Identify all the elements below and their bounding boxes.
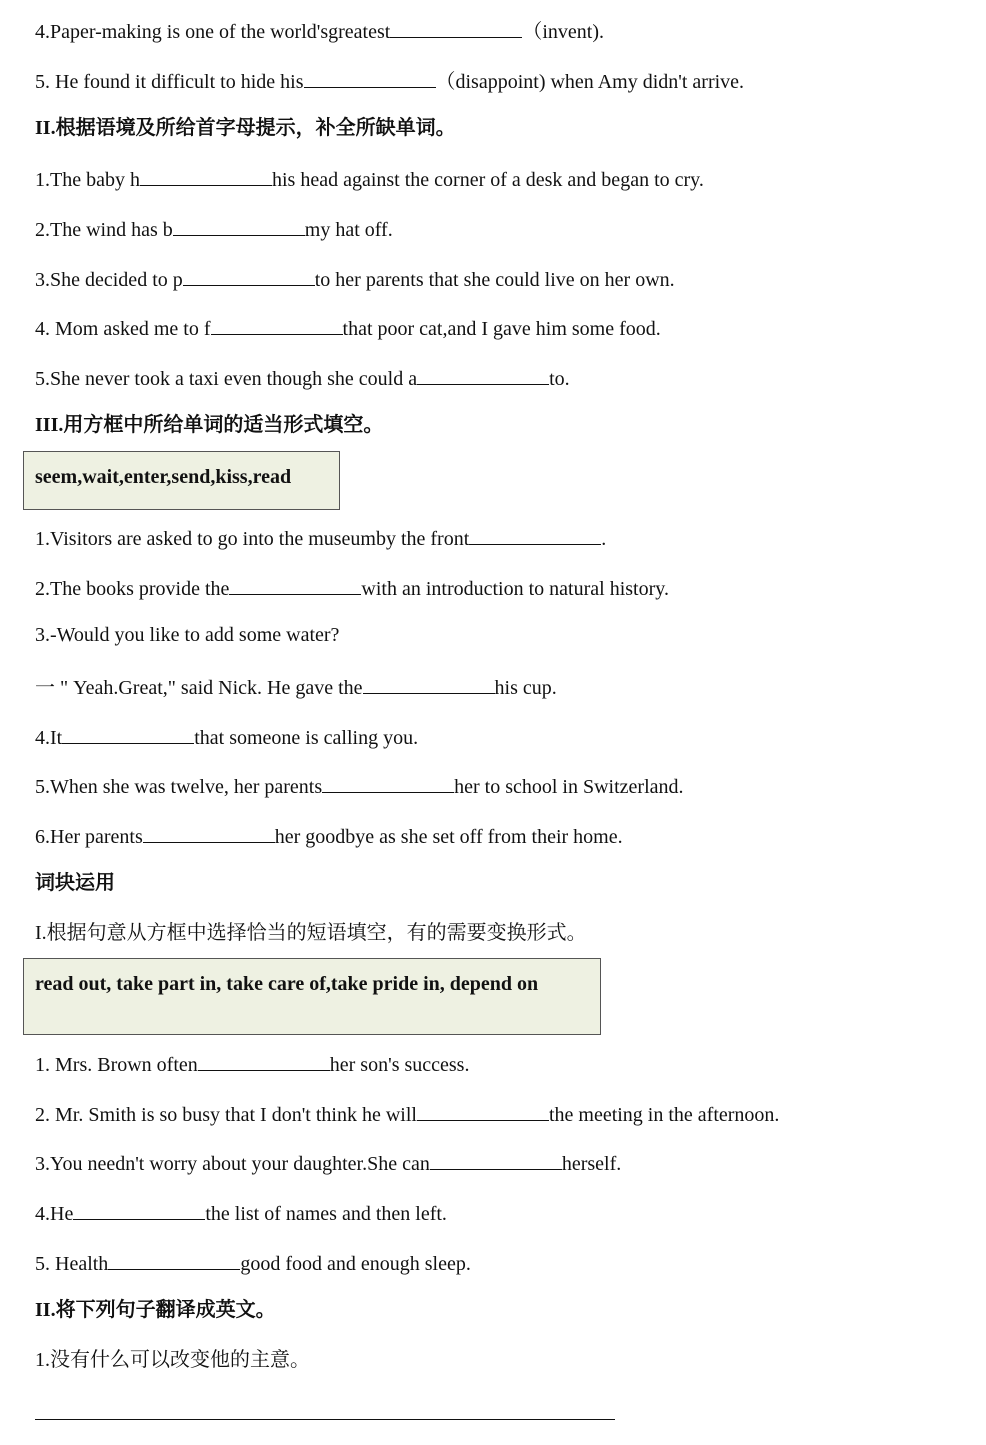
answer-blank[interactable] <box>417 1100 549 1121</box>
answer-blank[interactable] <box>469 524 601 545</box>
question-text: 5.She never took a taxi even though she could a <box>35 368 418 390</box>
question-text: 2. Mr. Smith is so busy that I don't think he will <box>35 1104 417 1126</box>
question-iii-2 <box>35 574 669 601</box>
question-text: 3.You needn't worry about your daughter.She can <box>35 1153 430 1175</box>
question-text: 5. Health <box>35 1253 109 1275</box>
question-text: to. <box>549 368 570 390</box>
translation-question-1: 1.没有什么可以改变他的主意。 <box>35 1349 310 1371</box>
question-text: 1. Mrs. Brown often <box>35 1054 198 1076</box>
answer-blank[interactable] <box>229 574 361 595</box>
question-text: to her parents that she could live on her own. <box>314 269 675 291</box>
section-ii-heading: II.根据语境及所给首字母提示，补全所缺单词。 <box>35 117 456 139</box>
question-text: 4.Paper-making is one of the world'sgreatest <box>35 21 391 43</box>
answer-blank[interactable] <box>143 822 275 843</box>
translation-answer-line[interactable] <box>35 1419 615 1420</box>
answer-blank[interactable] <box>198 1050 330 1071</box>
question-text: 1.Visitors are asked to go into the museumby the front <box>35 528 470 550</box>
phrase-question-1 <box>35 1050 469 1077</box>
question-text: her to school in Switzerland. <box>454 776 684 798</box>
question-a4 <box>35 17 604 44</box>
answer-blank[interactable] <box>73 1199 205 1220</box>
question-ii-1 <box>35 165 704 192</box>
phrases-section-i-heading: I.根据句意从方框中选择恰当的短语填空，有的需要变换形式。 <box>35 922 587 944</box>
answer-blank[interactable] <box>173 215 305 236</box>
question-text: 5.When she was twelve, her parents <box>35 776 323 798</box>
answer-blank[interactable] <box>140 165 272 186</box>
question-text: his head against the corner of a desk and began to cry. <box>271 169 704 191</box>
phrase-box <box>23 958 601 1035</box>
question-text: 6.Her parents <box>35 826 143 848</box>
question-text: 一 " Yeah.Great," said Nick. He gave the <box>35 677 363 699</box>
phrase-question-2 <box>35 1100 779 1127</box>
question-text: 5. He found it difficult to hide his <box>35 71 304 93</box>
question-iii-3-reply <box>35 673 557 700</box>
question-iii-3: 3.-Would you like to add some water? <box>35 624 340 646</box>
answer-blank[interactable] <box>417 364 549 385</box>
question-text: with an introduction to natural history. <box>361 578 669 600</box>
answer-blank[interactable] <box>430 1149 562 1170</box>
phrase-question-4 <box>35 1199 447 1226</box>
answer-blank[interactable] <box>211 314 343 335</box>
question-text: that poor cat,and I gave him some food. <box>342 318 661 340</box>
question-text: the meeting in the afternoon. <box>548 1104 780 1126</box>
answer-blank[interactable] <box>390 17 522 38</box>
answer-blank[interactable] <box>62 723 194 744</box>
question-text: . <box>601 528 607 550</box>
question-text: （disappoint) when Amy didn't arrive. <box>435 71 745 93</box>
question-text: her goodbye as she set off from their home. <box>274 826 623 848</box>
question-text: the list of names and then left. <box>205 1203 447 1225</box>
question-text: her son's success. <box>329 1054 470 1076</box>
question-text: 4.It <box>35 727 63 749</box>
question-text: his cup. <box>494 677 557 699</box>
question-iii-4 <box>35 723 418 750</box>
question-text: herself. <box>561 1153 622 1175</box>
question-ii-2 <box>35 215 393 242</box>
answer-blank[interactable] <box>183 265 315 286</box>
question-text: 1.The baby h <box>35 169 140 191</box>
question-text: my hat off. <box>304 219 393 241</box>
answer-blank[interactable] <box>322 772 454 793</box>
question-ii-5 <box>35 364 570 391</box>
question-iii-6 <box>35 822 623 849</box>
question-iii-1 <box>35 524 606 551</box>
question-a5 <box>35 67 744 94</box>
question-text: 2.The books provide the <box>35 578 230 600</box>
question-text: 4.He <box>35 1203 74 1225</box>
question-text: 2.The wind has b <box>35 219 173 241</box>
question-text: 4. Mom asked me to f <box>35 318 211 340</box>
word-box-text: seem,wait,enter,send,kiss,read <box>35 466 292 488</box>
question-text: （invent). <box>522 21 604 43</box>
answer-blank[interactable] <box>363 673 495 694</box>
question-iii-5 <box>35 772 684 799</box>
question-text: that someone is calling you. <box>194 727 419 749</box>
section-iii-heading: III.用方框中所给单词的适当形式填空。 <box>35 414 384 436</box>
phrase-box-text: read out, take part in, take care of,take pride in, depend on <box>35 973 539 995</box>
question-text: good food and enough sleep. <box>240 1253 471 1275</box>
question-text: 3.She decided to p <box>35 269 183 291</box>
question-ii-4 <box>35 314 661 341</box>
phrases-title: 词块运用 <box>35 872 115 894</box>
phrase-question-5 <box>35 1249 471 1276</box>
answer-blank[interactable] <box>108 1249 240 1270</box>
answer-blank[interactable] <box>304 67 436 88</box>
phrase-question-3 <box>35 1149 621 1176</box>
question-ii-3 <box>35 265 675 292</box>
word-box <box>23 451 340 510</box>
translation-heading: II.将下列句子翻译成英文。 <box>35 1299 276 1321</box>
